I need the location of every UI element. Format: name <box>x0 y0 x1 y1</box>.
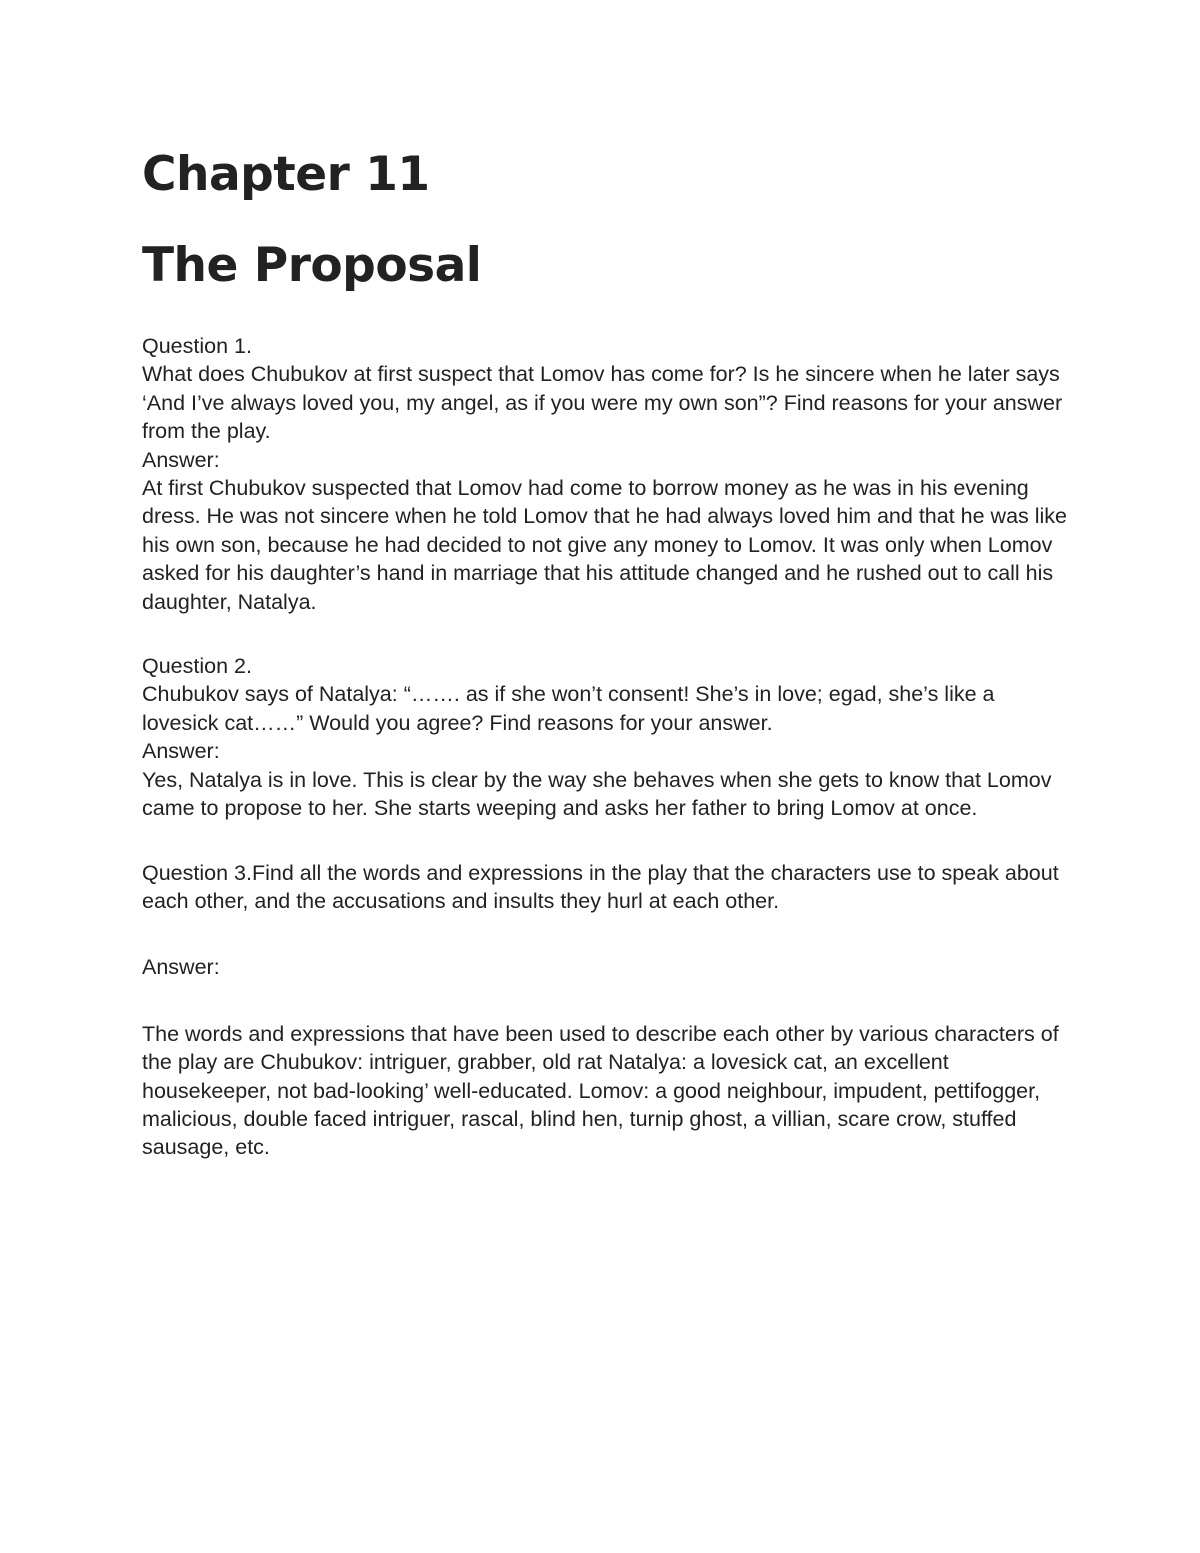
chapter-title: Chapter 11 <box>142 147 430 202</box>
question-block-2 <box>142 652 1067 822</box>
question-text: Chubukov says of Natalya: “……. as if she won’t consent! She’s in love; egad, she’s like a lovesick cat……” Would you agree? Find reasons for your answer. <box>142 682 995 735</box>
answer-text: Yes, Natalya is in love. This is clear by the way she behaves when she gets to know that Lomov came to propose to her. She starts weeping and asks her father to bring Lomov at once. <box>142 767 1052 821</box>
question-body: Find all the words and expressions in the play that the characters use to speak about each other, and the accusations and insults they hurl at each other. <box>142 860 1059 913</box>
question-label: Question 2. <box>142 654 252 679</box>
question-text <box>142 859 1067 916</box>
question-label: Question 1. <box>142 334 252 358</box>
document-content <box>142 140 1067 1162</box>
question-block-1 <box>142 332 1067 616</box>
answer-label: Answer: <box>142 739 220 764</box>
answer-label: Answer: <box>142 447 220 472</box>
play-title: The Proposal <box>142 238 482 293</box>
answer-label: Answer: <box>142 955 220 980</box>
question-block-3 <box>142 859 1067 1162</box>
answer-text: The words and expressions that have been used to describe each other by various characters of the play are Chubukov: intriguer, grabber, old rat Natalya: a lovesick cat, an excellent housekeeper, not bad-looking’ well-educated. Lomov: a good neighbour, impudent, pettifogger, malicious, double faced intriguer, rascal, blind hen, turnip ghost, a villian, scare crow, stuffed sausage, etc. <box>142 1021 1059 1160</box>
question-label: Question 3. <box>142 860 252 885</box>
answer-text: At first Chubukov suspected that Lomov had come to borrow money as he was in his evening dress. He was not sincere when he told Lomov that he had always loved him and that he was like his own son, because he had decided to not give any money to Lomov. It was only when Lomov asked for his daughter’s hand in marriage that his attitude changed and he rushed out to call his daughter, Natalya. <box>142 476 1068 614</box>
question-text: What does Chubukov at first suspect that Lomov has come for? Is he sincere when he later says ‘And I’ve always loved you, my angel, as if you were my own son”? Find reasons for your answer from the play. <box>142 362 1063 444</box>
